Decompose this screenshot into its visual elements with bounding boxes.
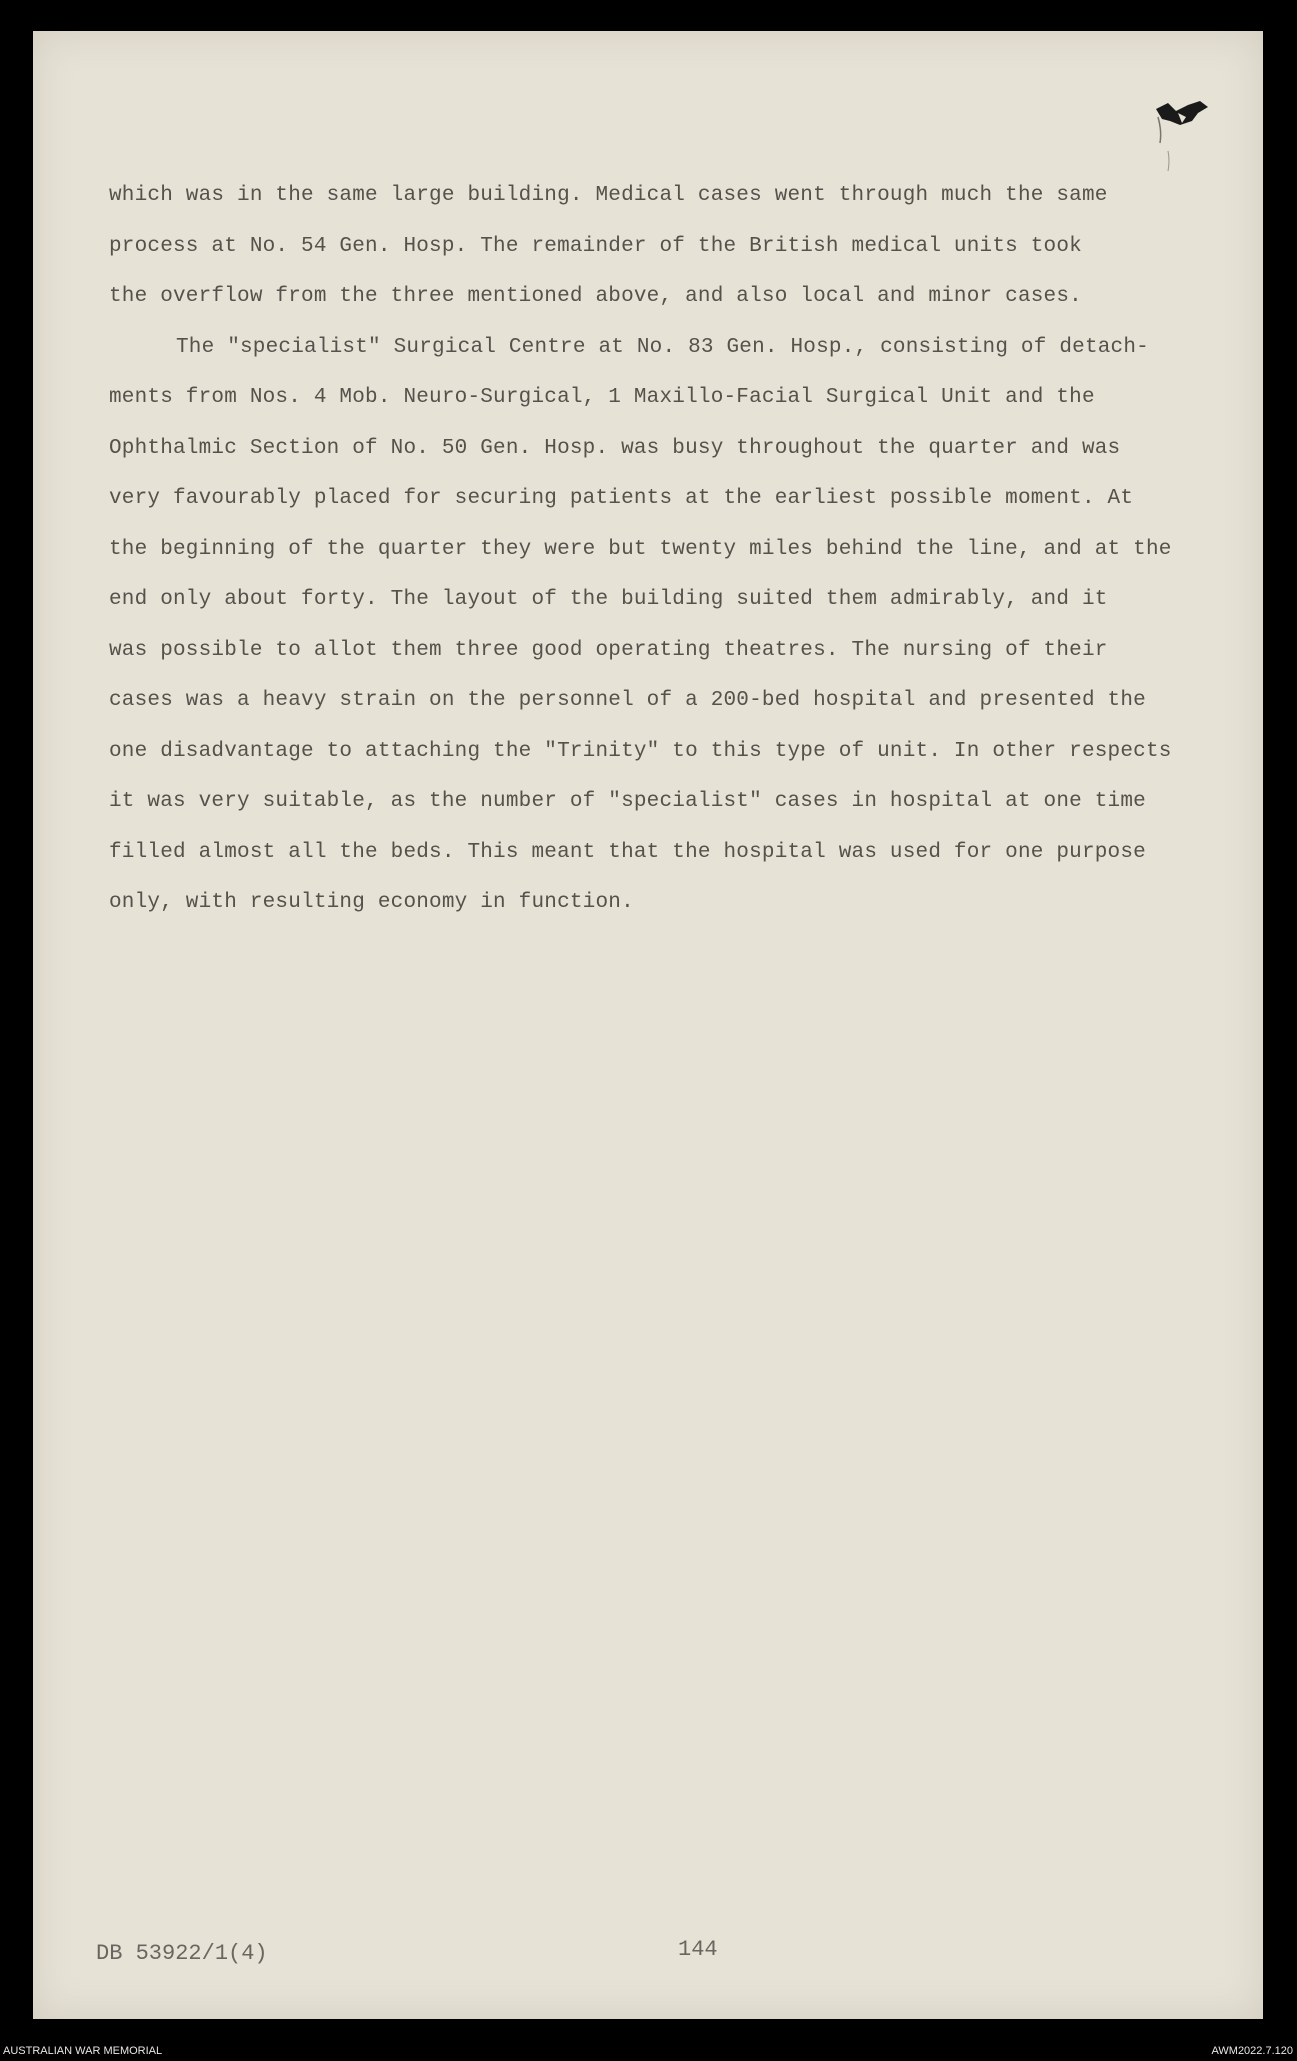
paragraph-continuation: which was in the same large building. Medical cases went through much the same process at No. 54 Gen. Hosp. The remainder of the British medical units took the overflow from the three mentioned above, and also local and minor cases.: [109, 184, 1108, 308]
body-text: [109, 171, 1239, 929]
document-reference: DB 53922/1(4): [96, 1941, 268, 1966]
archive-bar: [0, 2040, 1297, 2061]
paragraph-specialist-surgical-centre: The "specialist" Surgical Centre at No. 83 Gen. Hosp., consisting of detach- ments from Nos. 4 Mob. Neuro-Surgical, 1 Maxillo-Facial Surgical Unit and the Ophthalmic Section of No. 50 Gen. Hosp. was busy throughout the quarter and was very favourably placed for securing patients at the earliest possible moment. At the beginning of the quarter they were but twenty miles behind the line, and at the end only about forty. The layout of the building suited them admirably, and it was possible to allot them three good operating theatres. The nursing of their cases was a heavy strain on the personnel of a 200-bed hospital and presented the one disadvantage to attaching the "Trinity" to this type of unit. In other respects it was very suitable, as the number of "specialist" cases in hospital at one time filled almost all the beds. This meant that the hospital was used for one purpose only, with resulting economy in function.: [109, 335, 1172, 914]
page-number: 144: [678, 1937, 718, 1962]
archive-institution: AUSTRALIAN WAR MEMORIAL: [3, 2045, 163, 2057]
document-page: [33, 31, 1263, 2019]
archive-item-id: AWM2022.7.120: [1211, 2045, 1293, 2057]
